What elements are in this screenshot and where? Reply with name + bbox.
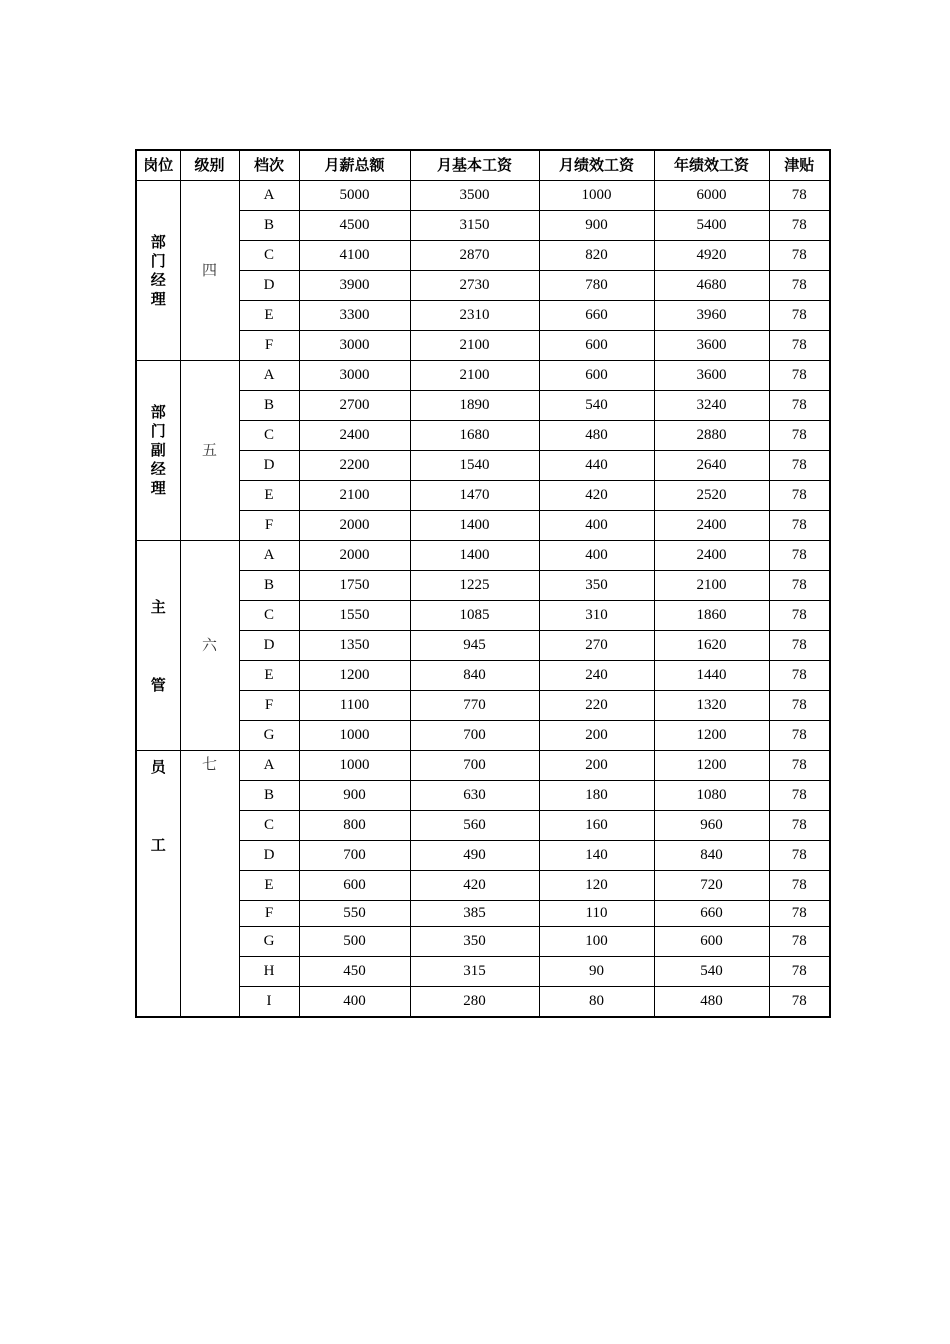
table-body [136, 181, 830, 1018]
allowance-cell: 78 [769, 571, 830, 601]
monthly-total-cell: 1750 [299, 571, 410, 601]
monthly-perf-cell: 900 [539, 211, 654, 241]
monthly-base-cell: 630 [410, 781, 539, 811]
allowance-cell: 78 [769, 481, 830, 511]
grade-cell: C [239, 241, 299, 271]
monthly-base-cell: 2310 [410, 301, 539, 331]
grade-cell: C [239, 601, 299, 631]
monthly-perf-cell: 420 [539, 481, 654, 511]
monthly-perf-cell: 820 [539, 241, 654, 271]
monthly-total-cell: 4100 [299, 241, 410, 271]
header-position: 岗位 [136, 150, 180, 181]
monthly-base-cell: 700 [410, 751, 539, 781]
monthly-base-cell: 1540 [410, 451, 539, 481]
annual-perf-cell: 1860 [654, 601, 769, 631]
monthly-perf-cell: 1000 [539, 181, 654, 211]
table-row [136, 957, 830, 987]
monthly-base-cell: 315 [410, 957, 539, 987]
grade-cell: C [239, 421, 299, 451]
monthly-base-cell: 1680 [410, 421, 539, 451]
table-row [136, 751, 830, 781]
monthly-base-cell: 2730 [410, 271, 539, 301]
monthly-total-cell: 2200 [299, 451, 410, 481]
grade-cell: E [239, 661, 299, 691]
grade-cell: D [239, 841, 299, 871]
annual-perf-cell: 2400 [654, 541, 769, 571]
monthly-base-cell: 1225 [410, 571, 539, 601]
allowance-cell: 78 [769, 331, 830, 361]
allowance-cell: 78 [769, 391, 830, 421]
monthly-total-cell: 2400 [299, 421, 410, 451]
header-allowance: 津贴 [769, 150, 830, 181]
allowance-cell: 78 [769, 361, 830, 391]
monthly-base-cell: 1890 [410, 391, 539, 421]
monthly-base-cell: 3500 [410, 181, 539, 211]
allowance-cell: 78 [769, 241, 830, 271]
monthly-total-cell: 2700 [299, 391, 410, 421]
annual-perf-cell: 720 [654, 871, 769, 901]
annual-perf-cell: 2520 [654, 481, 769, 511]
table-row [136, 541, 830, 571]
level-cell: 六 [180, 541, 239, 751]
level-cell: 五 [180, 361, 239, 541]
monthly-perf-cell: 350 [539, 571, 654, 601]
grade-cell: A [239, 541, 299, 571]
monthly-perf-cell: 400 [539, 541, 654, 571]
table-row [136, 901, 830, 927]
monthly-total-cell: 2100 [299, 481, 410, 511]
grade-cell: G [239, 927, 299, 957]
monthly-total-cell: 450 [299, 957, 410, 987]
grade-cell: G [239, 721, 299, 751]
header-row [136, 150, 830, 181]
annual-perf-cell: 3960 [654, 301, 769, 331]
annual-perf-cell: 5400 [654, 211, 769, 241]
table-row [136, 841, 830, 871]
monthly-perf-cell: 140 [539, 841, 654, 871]
monthly-perf-cell: 780 [539, 271, 654, 301]
monthly-total-cell: 3000 [299, 331, 410, 361]
table-row [136, 361, 830, 391]
allowance-cell: 78 [769, 601, 830, 631]
allowance-cell: 78 [769, 957, 830, 987]
grade-cell: F [239, 511, 299, 541]
monthly-total-cell: 3000 [299, 361, 410, 391]
table-row [136, 811, 830, 841]
allowance-cell: 78 [769, 271, 830, 301]
allowance-cell: 78 [769, 721, 830, 751]
monthly-base-cell: 385 [410, 901, 539, 927]
annual-perf-cell: 3600 [654, 331, 769, 361]
monthly-base-cell: 490 [410, 841, 539, 871]
monthly-base-cell: 2100 [410, 361, 539, 391]
table-row [136, 331, 830, 361]
table-row [136, 661, 830, 691]
position-cell [136, 361, 180, 541]
monthly-perf-cell: 600 [539, 331, 654, 361]
monthly-perf-cell: 600 [539, 361, 654, 391]
table-row [136, 721, 830, 751]
grade-cell: A [239, 361, 299, 391]
table-row [136, 987, 830, 1018]
annual-perf-cell: 480 [654, 987, 769, 1018]
table-row [136, 421, 830, 451]
level-cell: 四 [180, 181, 239, 361]
monthly-base-cell: 420 [410, 871, 539, 901]
monthly-perf-cell: 200 [539, 751, 654, 781]
annual-perf-cell: 6000 [654, 181, 769, 211]
level-cell: 七 [180, 751, 239, 1018]
allowance-cell: 78 [769, 691, 830, 721]
monthly-base-cell: 945 [410, 631, 539, 661]
monthly-base-cell: 350 [410, 927, 539, 957]
annual-perf-cell: 2640 [654, 451, 769, 481]
monthly-base-cell: 770 [410, 691, 539, 721]
monthly-base-cell: 840 [410, 661, 539, 691]
monthly-perf-cell: 400 [539, 511, 654, 541]
monthly-base-cell: 700 [410, 721, 539, 751]
table-row [136, 391, 830, 421]
allowance-cell: 78 [769, 181, 830, 211]
allowance-cell: 78 [769, 987, 830, 1018]
position-label: 部门经理 [150, 232, 166, 308]
monthly-base-cell: 2100 [410, 331, 539, 361]
allowance-cell: 78 [769, 631, 830, 661]
allowance-cell: 78 [769, 541, 830, 571]
allowance-cell: 78 [769, 927, 830, 957]
monthly-base-cell: 2870 [410, 241, 539, 271]
position-label: 部门副经理 [150, 403, 166, 497]
allowance-cell: 78 [769, 871, 830, 901]
position-label: 员工 [150, 758, 166, 854]
monthly-total-cell: 2000 [299, 541, 410, 571]
allowance-cell: 78 [769, 421, 830, 451]
table-row [136, 601, 830, 631]
annual-perf-cell: 4680 [654, 271, 769, 301]
monthly-total-cell: 2000 [299, 511, 410, 541]
monthly-perf-cell: 110 [539, 901, 654, 927]
position-cell [136, 751, 180, 1018]
monthly-total-cell: 3300 [299, 301, 410, 331]
monthly-total-cell: 4500 [299, 211, 410, 241]
annual-perf-cell: 3240 [654, 391, 769, 421]
monthly-perf-cell: 240 [539, 661, 654, 691]
table-row [136, 301, 830, 331]
monthly-total-cell: 500 [299, 927, 410, 957]
grade-cell: B [239, 571, 299, 601]
monthly-base-cell: 1470 [410, 481, 539, 511]
monthly-total-cell: 800 [299, 811, 410, 841]
table-row [136, 181, 830, 211]
monthly-perf-cell: 120 [539, 871, 654, 901]
monthly-total-cell: 600 [299, 871, 410, 901]
grade-cell: A [239, 181, 299, 211]
grade-cell: H [239, 957, 299, 987]
position-label: 主管 [150, 597, 166, 694]
header-monthly-base: 月基本工资 [410, 150, 539, 181]
monthly-total-cell: 1550 [299, 601, 410, 631]
annual-perf-cell: 1200 [654, 721, 769, 751]
annual-perf-cell: 2400 [654, 511, 769, 541]
monthly-perf-cell: 80 [539, 987, 654, 1018]
monthly-total-cell: 700 [299, 841, 410, 871]
header-level: 级别 [180, 150, 239, 181]
grade-cell: A [239, 751, 299, 781]
annual-perf-cell: 2880 [654, 421, 769, 451]
header-monthly-perf: 月绩效工资 [539, 150, 654, 181]
monthly-total-cell: 5000 [299, 181, 410, 211]
monthly-perf-cell: 660 [539, 301, 654, 331]
grade-cell: F [239, 901, 299, 927]
grade-cell: D [239, 271, 299, 301]
grade-cell: B [239, 211, 299, 241]
grade-cell: D [239, 631, 299, 661]
allowance-cell: 78 [769, 781, 830, 811]
annual-perf-cell: 840 [654, 841, 769, 871]
table-row [136, 871, 830, 901]
monthly-base-cell: 280 [410, 987, 539, 1018]
allowance-cell: 78 [769, 751, 830, 781]
salary-table [135, 149, 831, 1018]
position-cell [136, 541, 180, 751]
grade-cell: B [239, 391, 299, 421]
monthly-base-cell: 1400 [410, 541, 539, 571]
monthly-total-cell: 400 [299, 987, 410, 1018]
monthly-total-cell: 900 [299, 781, 410, 811]
annual-perf-cell: 1440 [654, 661, 769, 691]
monthly-perf-cell: 200 [539, 721, 654, 751]
annual-perf-cell: 1080 [654, 781, 769, 811]
annual-perf-cell: 660 [654, 901, 769, 927]
monthly-perf-cell: 440 [539, 451, 654, 481]
monthly-total-cell: 1100 [299, 691, 410, 721]
allowance-cell: 78 [769, 841, 830, 871]
monthly-perf-cell: 270 [539, 631, 654, 661]
annual-perf-cell: 2100 [654, 571, 769, 601]
annual-perf-cell: 960 [654, 811, 769, 841]
monthly-perf-cell: 100 [539, 927, 654, 957]
monthly-perf-cell: 180 [539, 781, 654, 811]
grade-cell: F [239, 691, 299, 721]
monthly-base-cell: 1400 [410, 511, 539, 541]
monthly-perf-cell: 160 [539, 811, 654, 841]
table-row [136, 781, 830, 811]
monthly-perf-cell: 540 [539, 391, 654, 421]
annual-perf-cell: 1620 [654, 631, 769, 661]
allowance-cell: 78 [769, 811, 830, 841]
table-header [136, 150, 830, 181]
annual-perf-cell: 3600 [654, 361, 769, 391]
monthly-perf-cell: 90 [539, 957, 654, 987]
allowance-cell: 78 [769, 301, 830, 331]
monthly-total-cell: 1000 [299, 751, 410, 781]
header-annual-perf: 年绩效工资 [654, 150, 769, 181]
monthly-base-cell: 1085 [410, 601, 539, 631]
table-row [136, 481, 830, 511]
monthly-perf-cell: 220 [539, 691, 654, 721]
grade-cell: B [239, 781, 299, 811]
table-row [136, 927, 830, 957]
grade-cell: C [239, 811, 299, 841]
grade-cell: E [239, 481, 299, 511]
allowance-cell: 78 [769, 661, 830, 691]
table-row [136, 451, 830, 481]
monthly-perf-cell: 310 [539, 601, 654, 631]
table-row [136, 241, 830, 271]
grade-cell: I [239, 987, 299, 1018]
table-row [136, 271, 830, 301]
monthly-base-cell: 3150 [410, 211, 539, 241]
table-row [136, 211, 830, 241]
grade-cell: F [239, 331, 299, 361]
table-row [136, 571, 830, 601]
header-grade: 档次 [239, 150, 299, 181]
grade-cell: E [239, 301, 299, 331]
monthly-base-cell: 560 [410, 811, 539, 841]
annual-perf-cell: 4920 [654, 241, 769, 271]
monthly-total-cell: 550 [299, 901, 410, 927]
position-cell [136, 181, 180, 361]
annual-perf-cell: 600 [654, 927, 769, 957]
monthly-total-cell: 1200 [299, 661, 410, 691]
grade-cell: D [239, 451, 299, 481]
monthly-total-cell: 3900 [299, 271, 410, 301]
monthly-perf-cell: 480 [539, 421, 654, 451]
table-row [136, 631, 830, 661]
monthly-total-cell: 1000 [299, 721, 410, 751]
annual-perf-cell: 1320 [654, 691, 769, 721]
allowance-cell: 78 [769, 511, 830, 541]
monthly-total-cell: 1350 [299, 631, 410, 661]
allowance-cell: 78 [769, 211, 830, 241]
annual-perf-cell: 1200 [654, 751, 769, 781]
table-row [136, 511, 830, 541]
table-row [136, 691, 830, 721]
allowance-cell: 78 [769, 451, 830, 481]
header-monthly-total: 月薪总额 [299, 150, 410, 181]
annual-perf-cell: 540 [654, 957, 769, 987]
grade-cell: E [239, 871, 299, 901]
allowance-cell: 78 [769, 901, 830, 927]
